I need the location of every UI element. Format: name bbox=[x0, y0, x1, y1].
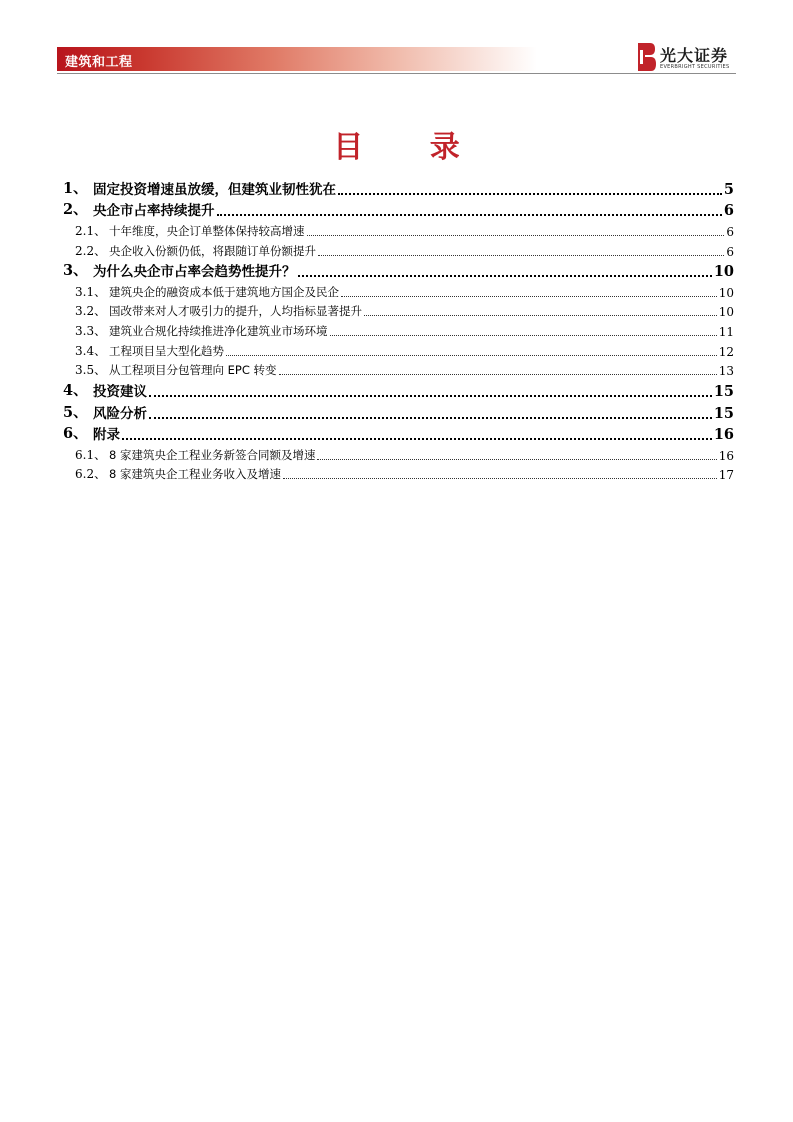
toc-entry-number: 4、 bbox=[63, 381, 88, 399]
toc-entry-number: 6、 bbox=[63, 425, 88, 443]
toc-leader-dots bbox=[226, 354, 717, 356]
toc-entry-page: 11 bbox=[718, 325, 734, 340]
toc-entry-label: 固定投资增速虽放缓，但建筑业韧性犹在 bbox=[93, 181, 336, 198]
everbright-logo bbox=[636, 41, 736, 73]
toc-entry-page: 16 bbox=[718, 448, 734, 463]
toc-entry-label: 8 家建筑央企工程业务新签合同额及增速 bbox=[109, 447, 316, 462]
toc-entry-number: 2.1、 bbox=[75, 223, 107, 238]
toc-entry-label: 十年维度，央企订单整体保持较高增速 bbox=[109, 223, 305, 238]
logo-english-name: EVERBRIGHT SECURITIES bbox=[660, 64, 730, 70]
toc-entry[interactable] bbox=[63, 400, 734, 422]
toc-entry-label: 工程项目呈大型化趋势 bbox=[109, 343, 224, 358]
toc-leader-dots bbox=[318, 254, 724, 256]
toc-entry-label: 建筑业合规化持续推进净化建筑业市场环境 bbox=[109, 324, 328, 339]
toc-entry-page: 6 bbox=[726, 224, 734, 239]
header-divider bbox=[57, 73, 736, 74]
toc-leader-dots bbox=[307, 234, 725, 236]
toc-entry[interactable] bbox=[63, 422, 734, 444]
toc-entry-label: 从工程项目分包管理向 EPC 转变 bbox=[109, 363, 277, 378]
toc-leader-dots bbox=[279, 373, 717, 375]
logo-chinese-name: 光大证券 bbox=[660, 46, 729, 65]
toc-entry-page: 6 bbox=[723, 202, 734, 220]
toc-entry[interactable] bbox=[63, 378, 734, 400]
toc-entry-number: 2.2、 bbox=[75, 243, 107, 258]
toc-leader-dots bbox=[364, 314, 717, 316]
toc-entry-page: 13 bbox=[718, 364, 734, 379]
header-section-title: 建筑和工程 bbox=[65, 55, 133, 70]
toc-entry-page: 15 bbox=[713, 404, 734, 422]
toc-entry-label: 投资建议 bbox=[93, 383, 147, 400]
toc-entry-label: 风险分析 bbox=[93, 405, 147, 422]
toc-entry[interactable] bbox=[63, 339, 734, 359]
toc-entry-number: 6.2、 bbox=[75, 467, 107, 482]
toc-entry-number: 3.3、 bbox=[75, 324, 107, 339]
toc-title: 目 录 bbox=[333, 130, 488, 165]
toc-entry-page: 12 bbox=[718, 344, 734, 359]
toc-leader-dots bbox=[317, 458, 716, 460]
toc-entry-number: 3.2、 bbox=[75, 304, 107, 319]
toc-entry-page: 15 bbox=[713, 382, 734, 400]
toc-entry[interactable] bbox=[63, 280, 734, 300]
toc-leader-dots bbox=[283, 477, 717, 479]
toc-leader-dots bbox=[149, 394, 712, 397]
table-of-contents bbox=[63, 176, 734, 482]
toc-entry[interactable] bbox=[63, 259, 734, 281]
toc-entry-number: 3、 bbox=[63, 262, 88, 280]
toc-entry-label: 国改带来对人才吸引力的提升，人均指标显著提升 bbox=[109, 304, 362, 319]
toc-leader-dots bbox=[341, 295, 717, 297]
everbright-logo-icon bbox=[636, 41, 656, 73]
toc-leader-dots bbox=[149, 416, 712, 419]
toc-entry-number: 3.4、 bbox=[75, 343, 107, 358]
toc-entry-number: 2、 bbox=[63, 201, 88, 219]
toc-entry-label: 为什么央企市占率会趋势性提升？ bbox=[93, 264, 296, 281]
toc-entry-page: 10 bbox=[718, 305, 734, 320]
toc-leader-dots bbox=[122, 437, 712, 440]
toc-entry[interactable] bbox=[63, 176, 734, 198]
toc-entry-label: 央企市占率持续提升 bbox=[93, 203, 215, 220]
toc-entry-label: 8 家建筑央企工程业务收入及增速 bbox=[109, 467, 281, 482]
toc-entry-number: 5、 bbox=[63, 403, 88, 421]
toc-entry-page: 5 bbox=[723, 180, 734, 198]
toc-entry[interactable] bbox=[63, 300, 734, 320]
toc-entry[interactable] bbox=[63, 198, 734, 220]
toc-entry[interactable] bbox=[63, 219, 734, 239]
toc-entry-page: 10 bbox=[713, 263, 734, 281]
toc-entry[interactable] bbox=[63, 239, 734, 259]
toc-leader-dots bbox=[298, 274, 712, 277]
toc-entry-label: 建筑央企的融资成本低于建筑地方国企及民企 bbox=[109, 284, 339, 299]
toc-entry[interactable] bbox=[63, 319, 734, 339]
toc-entry[interactable] bbox=[63, 463, 734, 483]
toc-entry-label: 央企收入份额仍低，将跟随订单份额提升 bbox=[109, 243, 316, 258]
toc-entry[interactable] bbox=[63, 359, 734, 379]
toc-entry-number: 6.1、 bbox=[75, 447, 107, 462]
toc-entry-number: 3.1、 bbox=[75, 284, 107, 299]
toc-leader-dots bbox=[330, 334, 717, 336]
toc-entry-page: 16 bbox=[713, 426, 734, 444]
toc-entry-page: 17 bbox=[718, 468, 734, 483]
toc-entry-number: 1、 bbox=[63, 179, 88, 197]
toc-entry[interactable] bbox=[63, 443, 734, 463]
toc-entry-page: 10 bbox=[718, 285, 734, 300]
toc-leader-dots bbox=[338, 192, 722, 195]
toc-entry-page: 6 bbox=[726, 244, 734, 259]
toc-leader-dots bbox=[217, 213, 722, 216]
toc-entry-label: 附录 bbox=[93, 427, 120, 444]
toc-entry-number: 3.5、 bbox=[75, 363, 107, 378]
